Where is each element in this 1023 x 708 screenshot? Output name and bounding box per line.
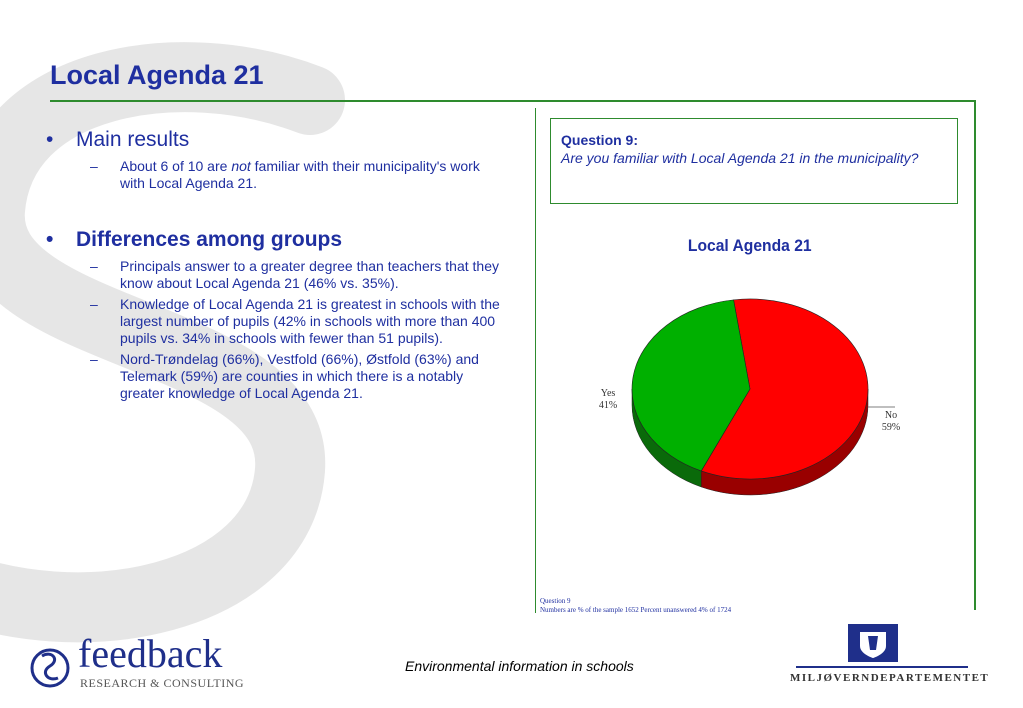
footnote-line-2: Numbers are % of the sample 1652 Percent unanswered 4% of 1724 xyxy=(540,606,732,614)
chart-footnote xyxy=(540,597,731,615)
bullet-list xyxy=(46,128,506,406)
question-title: Question 9: xyxy=(561,132,639,148)
sub-bullet-text: Knowledge of Local Agenda 21 is greatest in schools with the largest number of pupils (42% in schools with more than 400 pupils vs. 34% in schools with fewer than 51 pupils). xyxy=(120,296,500,346)
chart-divider xyxy=(535,108,536,613)
bullet-dot: • xyxy=(46,128,54,151)
pie-label-yes: Yes xyxy=(600,388,616,399)
bullet-differences xyxy=(46,228,506,252)
pie-value-no: 59% xyxy=(881,422,901,433)
page-title: Local Agenda 21 xyxy=(50,60,264,90)
feedback-logo-name: feedback xyxy=(78,631,223,676)
feedback-logo-subtitle: RESEARCH & CONSULTING xyxy=(80,676,245,690)
pie-value-yes: 41% xyxy=(598,400,618,411)
question-box xyxy=(550,118,958,204)
chart-title: Local Agenda 21 xyxy=(687,236,812,256)
sub-bullet-emphasis: not xyxy=(231,158,251,174)
sub-bullet xyxy=(90,296,506,347)
sub-bullet-text: Nord-Trøndelag (66%), Vestfold (66%), Østfold (63%) and Telemark (59%) are counties in which there is a notably greater knowledge of Local Agenda 21. xyxy=(120,351,479,401)
footer-text: Environmental information in schools xyxy=(405,658,634,674)
sub-bullet-dash: – xyxy=(90,296,98,312)
footnote-line-1: Question 9 xyxy=(540,597,571,605)
bullet-text: Main results xyxy=(76,128,190,151)
bullet-main-results xyxy=(46,128,506,152)
sub-bullet-dash: – xyxy=(90,158,98,174)
ministry-name: MILJØVERNDEPARTEMENTET xyxy=(790,672,990,684)
sub-bullet xyxy=(90,158,506,192)
bullet-text: Differences among groups xyxy=(76,228,343,251)
top-rule xyxy=(50,100,976,102)
pie-label-no: No xyxy=(884,410,898,421)
ministry-logo xyxy=(788,622,990,702)
sub-bullet-dash: – xyxy=(90,258,98,274)
sub-bullet xyxy=(90,351,506,402)
coat-of-arms-icon xyxy=(788,622,978,672)
sub-bullet-text: Principals answer to a greater degree than teachers that they know about Local Agenda 21 (46% vs. 35%). xyxy=(120,258,499,291)
sub-bullet-text-after: familiar with their municipality's work with Local Agenda 21. xyxy=(120,158,480,191)
pie-chart xyxy=(540,226,960,606)
right-rule xyxy=(974,100,976,610)
sub-bullet-dash: – xyxy=(90,351,98,367)
question-text: Are you familiar with Local Agenda 21 in the municipality? xyxy=(561,150,919,166)
sub-bullet xyxy=(90,258,506,292)
feedback-logo-icon xyxy=(22,631,252,694)
sub-bullet-text xyxy=(120,158,506,192)
sub-bullet-text-before: About 6 of 10 are xyxy=(120,158,232,174)
bullet-dot: • xyxy=(46,228,54,251)
